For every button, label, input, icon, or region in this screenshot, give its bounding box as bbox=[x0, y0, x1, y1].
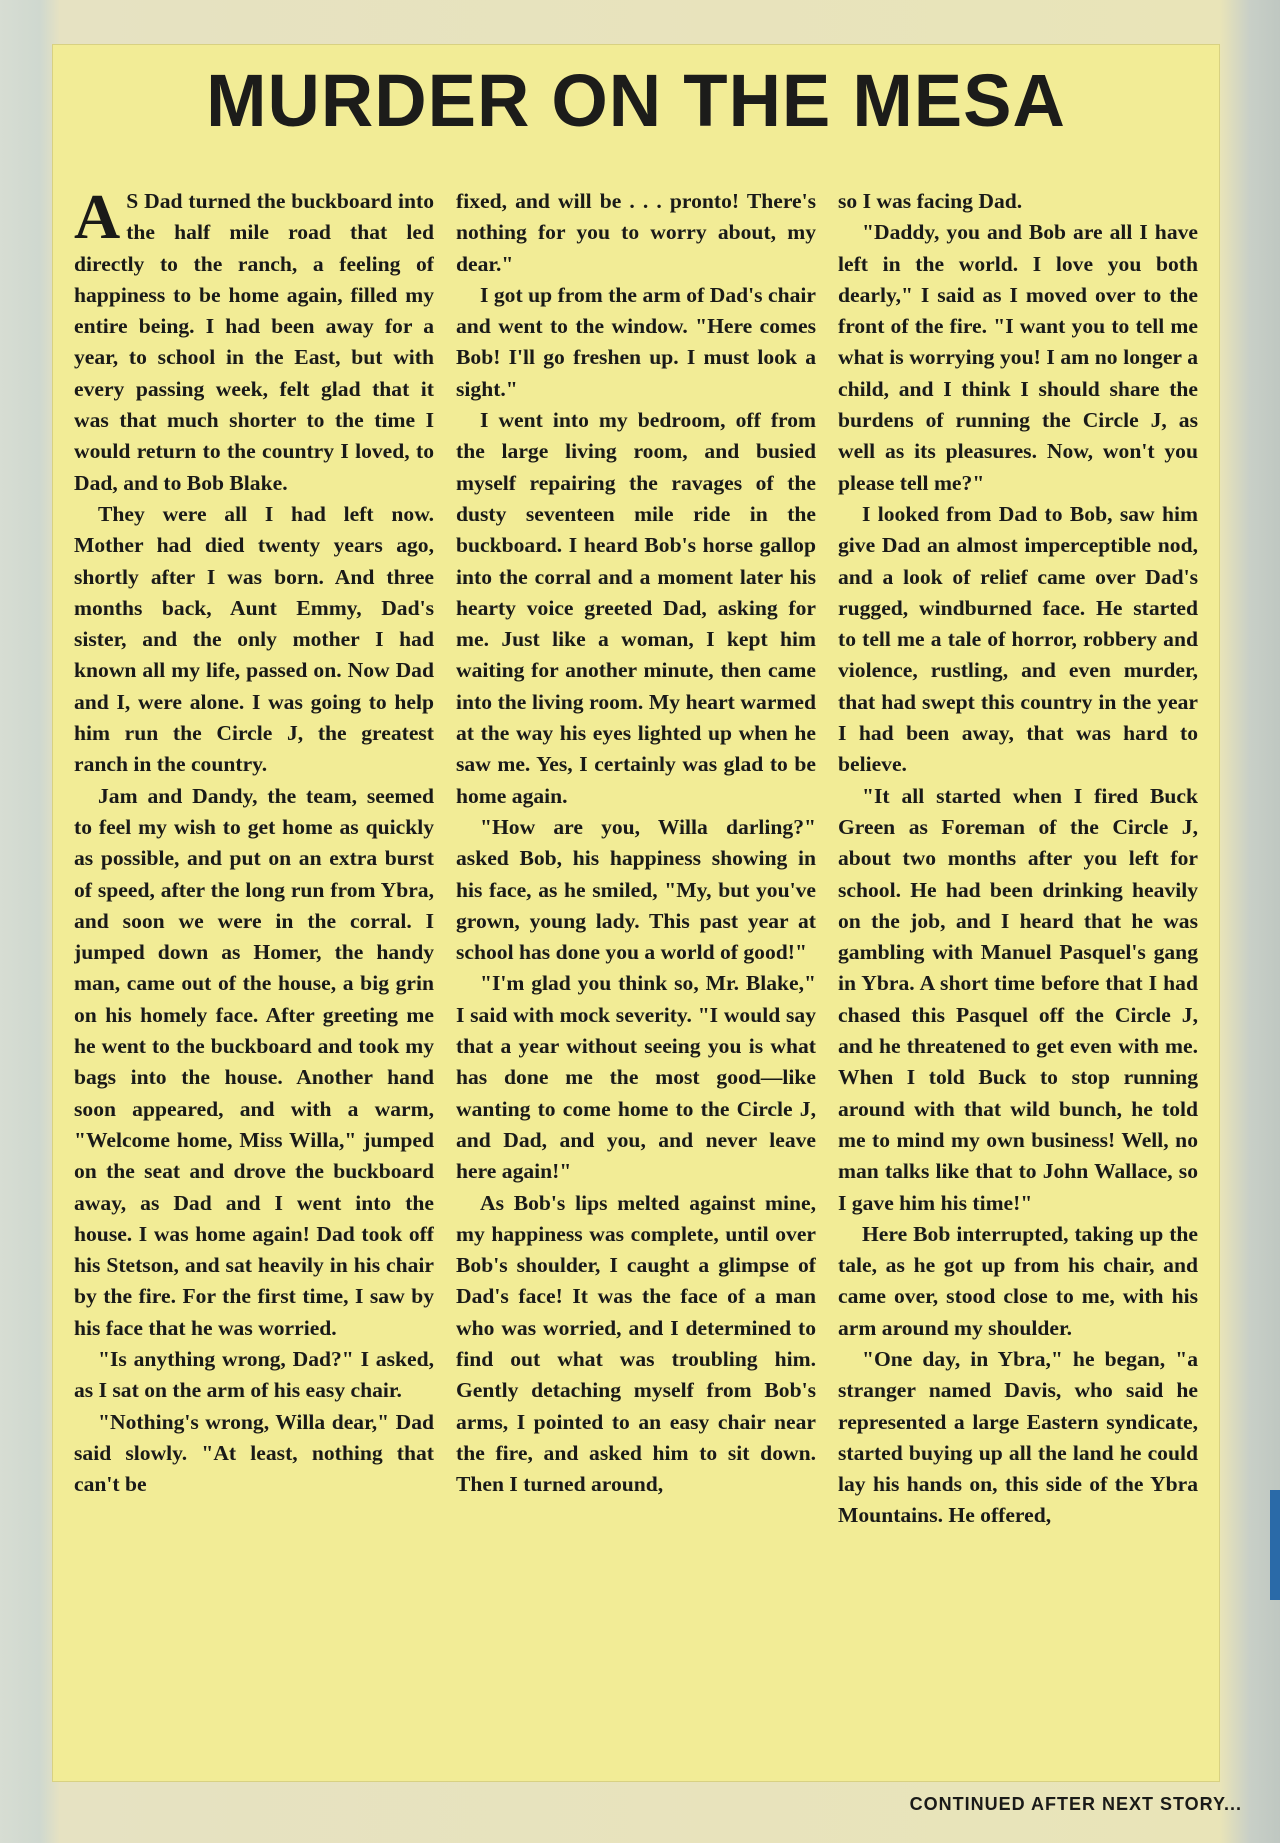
text-columns bbox=[74, 186, 1198, 1726]
paragraph: "Is anything wrong, Dad?" I asked, as I sat on the arm of his easy chair. bbox=[74, 1346, 434, 1403]
paragraph: so I was facing Dad. bbox=[838, 189, 1023, 213]
paragraph: "How are you, Willa darling?" asked Bob, his happiness showing in his face, as he smiled, "My, but you've grown, young lady. This past year at school has done you a world of good!" bbox=[456, 814, 816, 965]
paragraph: "It all started when I fired Buck Green as Foreman of the Circle J, about two months after you left for school. He had been drinking heavily on the job, and I heard that he was gambling with Manuel Pasquel's gang in Ybra. A short time before that I had chased this Pasquel off the Circle J, and he threatened to get even with me. When I told Buck to stop running around with that wild bunch, he told me to mind my own business! Well, no man talks like that to John Wallace, so I gave him his time!" bbox=[838, 783, 1198, 1215]
paragraph: I got up from the arm of Dad's chair and went to the window. "Here comes Bob! I'll go freshen up. I must look a sight." bbox=[456, 282, 816, 401]
column-2 bbox=[456, 186, 816, 1726]
column-1 bbox=[74, 186, 434, 1726]
paragraph: A S Dad turned the buckboard into the half mile road that led directly to the ranch, a feeling of happiness to be home again, filled my entire being. I had been away for a year, to school in the East, but with every passing week, felt glad that it was that much shorter to the time I would return to the country I loved, to Dad, and to Bob Blake. bbox=[74, 186, 434, 495]
column-3 bbox=[838, 186, 1198, 1726]
paragraph: I looked from Dad to Bob, saw him give Dad an almost imperceptible nod, and a look of relief came over Dad's rugged, windburned face. He started to tell me a tale of horror, robbery and violence, rustling, and even murder, that had swept this country in the year I had been away, that was hard to believe. bbox=[838, 501, 1198, 777]
paragraph: "I'm glad you think so, Mr. Blake," I said with mock severity. "I would say that a year without seeing you is what has done me the most good—like wanting to come home to the Circle J, and Dad, and you, and never leave here again!" bbox=[456, 971, 816, 1184]
story-panel bbox=[52, 44, 1220, 1782]
paragraph: Here Bob interrupted, taking up the tale, as he got up from his chair, and came over, stood close to me, with his arm around my shoulder. bbox=[838, 1221, 1198, 1340]
paragraph: fixed, and will be . . . pronto! There's nothing for you to worry about, my dear." bbox=[456, 189, 816, 276]
paragraph: As Bob's lips melted against mine, my happiness was complete, until over Bob's shoulder, I caught a glimpse of Dad's face! It was the face of a man who was worried, and I determined to find out what was troubling him. Gently detaching myself from Bob's arms, I pointed to an easy chair near the fire, and asked him to sit down. Then I turned around, bbox=[456, 1190, 816, 1497]
paragraph: "Daddy, you and Bob are all I have left in the world. I love you both dearly," I said as I moved over to the front of the fire. "I want you to tell me what is worrying you! I am no longer a child, and I think I should share the burdens of running the Circle J, as well as its pleasures. Now, won't you please tell me?" bbox=[838, 220, 1198, 495]
paragraph: I went into my bedroom, off from the large living room, and busied myself repairing the ravages of the dusty seventeen mile ride in the buckboard. I heard Bob's horse gallop into the corral and a moment later his hearty voice greeted Dad, asking for me. Just like a woman, I kept him waiting for another minute, then came into the living room. My heart warmed at the way his eyes lighted up when he saw me. Yes, I certainly was glad to be home again. bbox=[456, 408, 816, 808]
paragraph: "One day, in Ybra," he began, "a stranger named Davis, who said he represented a large Eastern syndicate, started buying up all the land he could lay his hands on, this side of the Ybra Mountains. He offered, bbox=[838, 1346, 1198, 1528]
continued-note: CONTINUED AFTER NEXT STORY... bbox=[909, 1794, 1242, 1814]
page-edge-mark bbox=[1270, 1490, 1280, 1600]
paragraph: They were all I had left now. Mother had died twenty years ago, shortly after I was born. And three months back, Aunt Emmy, Dad's sister, and the only mother I had known all my life, passed on. Now Dad and I, were alone. I was going to help him run the Circle J, the greatest ranch in the country. bbox=[74, 501, 434, 777]
paragraph: "Nothing's wrong, Willa dear," Dad said slowly. "At least, nothing that can't be bbox=[74, 1409, 434, 1497]
drop-cap: A bbox=[74, 186, 121, 252]
story-title: MURDER ON THE MESA bbox=[206, 59, 1066, 142]
paragraph: Jam and Dandy, the team, seemed to feel my wish to get home as quickly as possible, and put on an extra burst of speed, after the long run from Ybra, and soon we were in the corral. I jumped down as Homer, the handy man, came out of the house, a big grin on his homely face. After greeting me he went to the buckboard and took my bags into the house. Another hand soon appeared, and with a warm, "Welcome home, Miss Willa," jumped on the seat and drove the buckboard away, as Dad and I went into the house. I was home again! Dad took off his Stetson, and sat heavily in his chair by the fire. For the first time, I saw by his face that he was worried. bbox=[74, 783, 434, 1340]
